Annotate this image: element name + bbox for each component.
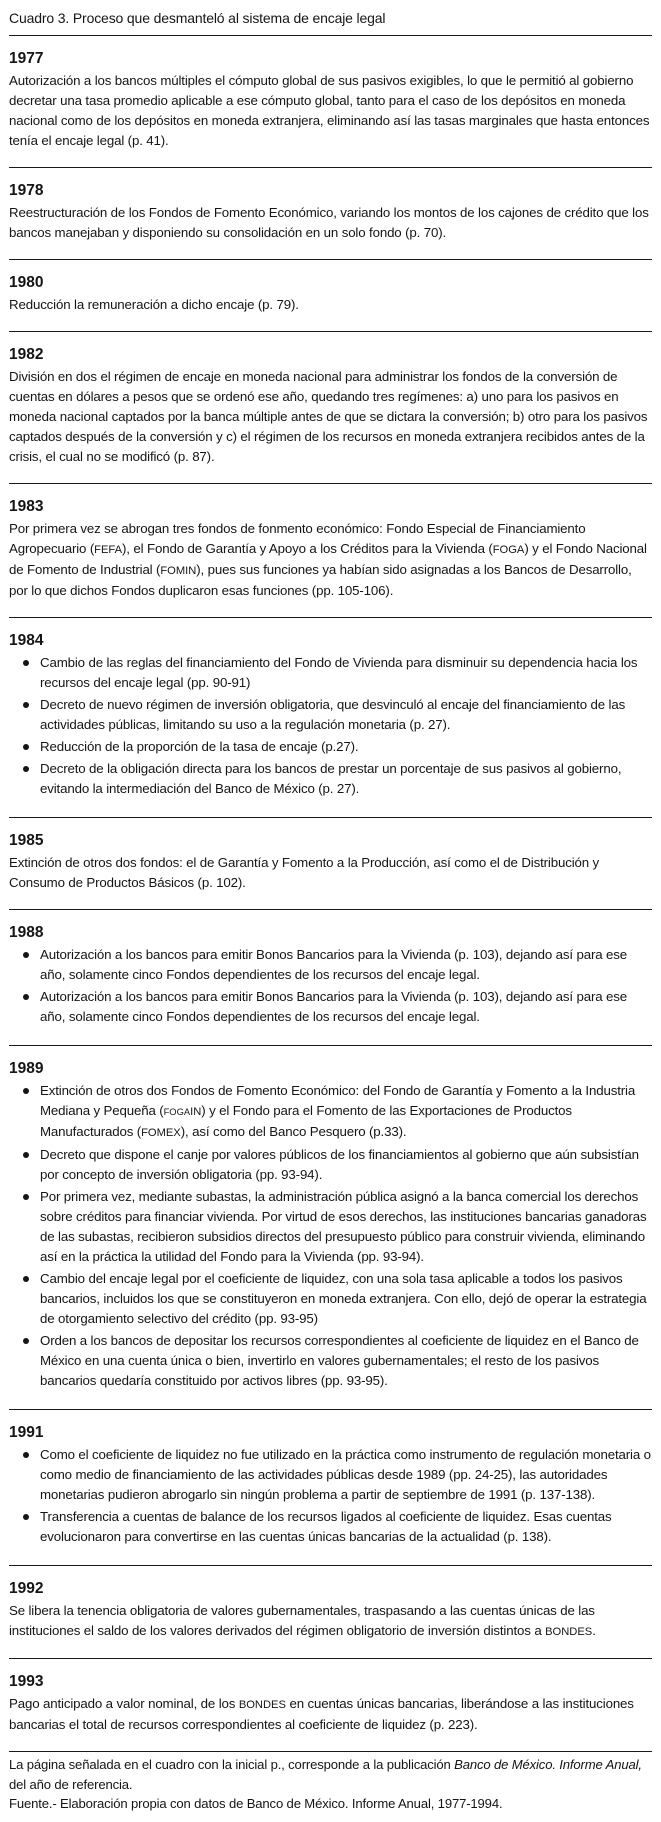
bullet-list	[9, 945, 652, 1027]
bullet-item: Por primera vez, mediante subastas, la administración pública asignó a la banca comercial los derechos sobre créditos para financiar vivienda. Por virtud de esos derechos, las instituciones bancarias ganadoras de las subastas, recibieron subsidios directos del presupuesto público para construir vivienda, eliminando así en la práctica la utilidad del Fondo para la Vivienda (pp. 93-94).	[23, 1187, 652, 1267]
year-heading: 1993	[9, 1673, 44, 1690]
section-paragraph: Reestructuración de los Fondos de Fomento Económico, variando los montos de los cajones de crédito que los bancos manejaban y disponiendo su consolidación en un solo fondo (p. 70).	[9, 205, 649, 240]
bullet-list	[9, 1445, 652, 1547]
year-section-1988	[9, 910, 652, 1046]
acronym: FOGA	[163, 1107, 191, 1117]
bullet-list	[9, 1081, 652, 1391]
year-heading: 1991	[9, 1424, 44, 1441]
bullet-item: Decreto de nuevo régimen de inversión obligatoria, que desvinculó al encaje del financiamiento de las actividades públicas, limitando su uso a la regulación monetaria (p. 27).	[23, 695, 652, 735]
year-heading: 1989	[9, 1060, 44, 1077]
footer-notes	[9, 1752, 652, 1814]
bullet-item: Autorización a los bancos para emitir Bonos Bancarios para la Vivienda (p. 103), dejando así para ese año, solamente cinco Fondos dependientes de los recursos del encaje legal.	[23, 945, 652, 985]
year-heading: 1982	[9, 346, 44, 363]
acronym: BONDES	[545, 1626, 593, 1638]
section-paragraph: Autorización a los bancos múltiples el cómputo global de sus pasivos exigibles, lo que le permitió al gobierno decretar una tasa promedio aplicable a ese cómputo global, tanto para el caso de los depósitos en moneda nacional como de los depósitos en moneda extranjera, eliminando así las tasas marginales que hasta entonces tenía el encaje legal (p. 41).	[9, 73, 650, 148]
year-section-1985	[9, 818, 652, 910]
section-paragraph: Pago anticipado a valor nominal, de los BONDES en cuentas únicas bancarias, liberándose a las instituciones bancarias el total de recursos correspondientes al coeficiente de liquidez (p. 223).	[9, 1696, 634, 1732]
bullet-item: Cambio del encaje legal por el coeficiente de liquidez, con una sola tasa aplicable a todos los pasivos bancarios, incluidos los que se constituyeron en moneda extranjera. Con ello, dejó de operar la estrategia de otorgamiento selectivo del crédito (pp. 93-95)	[23, 1269, 652, 1329]
section-paragraph: División en dos el régimen de encaje en moneda nacional para administrar los fondos de la conversión de cuentas en dólares a pesos que se ordenó ese año, quedando tres regímenes: a) uno para los pasivos en moneda nacional captados por la banca múltiple antes de que se dictara la conversión; b) otro para los pasivos captados después de la conversión y c) el régimen de los recursos en moneda extranjera recibidos antes de la crisis, el cual no se modificó (p. 87).	[9, 369, 648, 464]
sections-container	[9, 36, 652, 1752]
bullet-item: Cambio de las reglas del financiamiento del Fondo de Vivienda para disminuir su dependencia hacia los recursos del encaje legal (pp. 90-91)	[23, 653, 652, 693]
bullet-item: Autorización a los bancos para emitir Bonos Bancarios para la Vivienda (p. 103), dejando así para ese año, solamente cinco Fondos dependientes de los recursos del encaje legal.	[23, 987, 652, 1027]
year-section-1989	[9, 1046, 652, 1410]
bullet-item: Reducción de la proporción de la tasa de encaje (p.27).	[23, 737, 652, 757]
acronym: FOGA	[492, 544, 525, 556]
section-paragraph: Por primera vez se abrogan tres fondos de fonmento económico: Fondo Especial de Financiamiento Agropecuario (FEFA), el Fondo de Garantía y Apoyo a los Créditos para la Vivienda (FOGA) y el Fondo Nacional de Fomento de Industrial (FOMIN), pues sus funciones ya habían sido asignadas a los Bancos de Desarrollo, por lo que dichos Fondos duplicaron esas funciones (pp. 105-106).	[9, 521, 647, 598]
year-section-1978	[9, 168, 652, 260]
year-section-1977	[9, 36, 652, 168]
bullet-item: Orden a los bancos de depositar los recursos correspondientes al coeficiente de liquidez en el Banco de México en una cuenta única o bien, invertirlo en valores gubernamentales; el resto de los pasivos bancarios quedaría constituido por activos libres (pp. 93-95).	[23, 1331, 652, 1391]
bullet-item: Decreto que dispone el canje por valores públicos de los financiamientos al gobierno que aún subsistían por concepto de inversión obligatoria (pp. 93-94).	[23, 1145, 652, 1185]
year-heading: 1977	[9, 50, 44, 67]
bullet-list	[9, 653, 652, 799]
year-section-1984	[9, 618, 652, 818]
footnote-source: Fuente.- Elaboración propia con datos de Banco de México. Informe Anual, 1977-1994.	[9, 1796, 503, 1811]
year-section-1991	[9, 1410, 652, 1566]
acronym: FOMEX	[141, 1127, 181, 1139]
year-heading: 1980	[9, 274, 44, 291]
year-heading: 1988	[9, 924, 44, 941]
footnote-text: La página señalada en el cuadro con la inicial p., corresponde a la publicación	[9, 1757, 455, 1772]
bullet-item: Transferencia a cuentas de balance de los recursos ligados al coeficiente de liquidez. Esas cuentas evolucionaron para convertirse en las cuentas únicas bancarias de la actualidad (p. 138).	[23, 1507, 652, 1547]
acronym: FEFA	[94, 544, 123, 556]
year-section-1980	[9, 260, 652, 332]
bullet-item: Como el coeficiente de liquidez no fue utilizado en la práctica como instrumento de regulación monetaria o como medio de financiamiento de las actividades públicas desde 1989 (pp. 24-25), las autoridades monetarias pudieron abrogarlo sin ningún problema a partir de septiembre de 1991 (p. 137-138).	[23, 1445, 652, 1505]
section-paragraph: Extinción de otros dos fondos: el de Garantía y Fomento a la Producción, así como el de Distribución y Consumo de Productos Básicos (p. 102).	[9, 855, 600, 890]
section-paragraph: Se libera la tenencia obligatoria de valores gubernamentales, traspasando a las cuentas únicas de las instituciones el saldo de los valores derivados del régimen obligatorio de inversión distintos a BONDES.	[9, 1603, 596, 1638]
year-heading: 1978	[9, 182, 44, 199]
section-paragraph: Reducción la remuneración a dicho encaje (p. 79).	[9, 297, 299, 312]
year-section-1992	[9, 1566, 652, 1659]
year-section-1983	[9, 484, 652, 618]
footnote-text-suffix: del año de referencia.	[9, 1776, 133, 1792]
bullet-item: Extinción de otros dos Fondos de Fomento Económico: del Fondo de Garantía y Fomento a la Industria Mediana y Pequeña (FOGAIN) y el Fondo para el Fomento de las Exportaciones de Productos Manufacturados (FOMEX), así como del Banco Pesquero (p.33).	[23, 1081, 652, 1143]
acronym: BONDES	[238, 1699, 286, 1711]
acronym: FOMIN	[160, 565, 197, 577]
year-heading: 1985	[9, 832, 44, 849]
footnote-page-reference	[9, 1755, 652, 1794]
year-section-1982	[9, 332, 652, 484]
bullet-item: Decreto de la obligación directa para los bancos de prestar un porcentaje de sus pasivos al gobierno, evitando la intermediación del Banco de México (p. 27).	[23, 759, 652, 799]
year-heading: 1984	[9, 632, 44, 649]
year-heading: 1992	[9, 1580, 44, 1597]
acronym: FOGAIN	[163, 1106, 202, 1118]
table-title: Cuadro 3. Proceso que desmanteló al sistema de encaje legal	[9, 5, 652, 36]
footnote-publication-italic: Banco de México. Informe Anual,	[454, 1757, 642, 1772]
year-heading: 1983	[9, 498, 44, 515]
year-section-1993	[9, 1659, 652, 1752]
